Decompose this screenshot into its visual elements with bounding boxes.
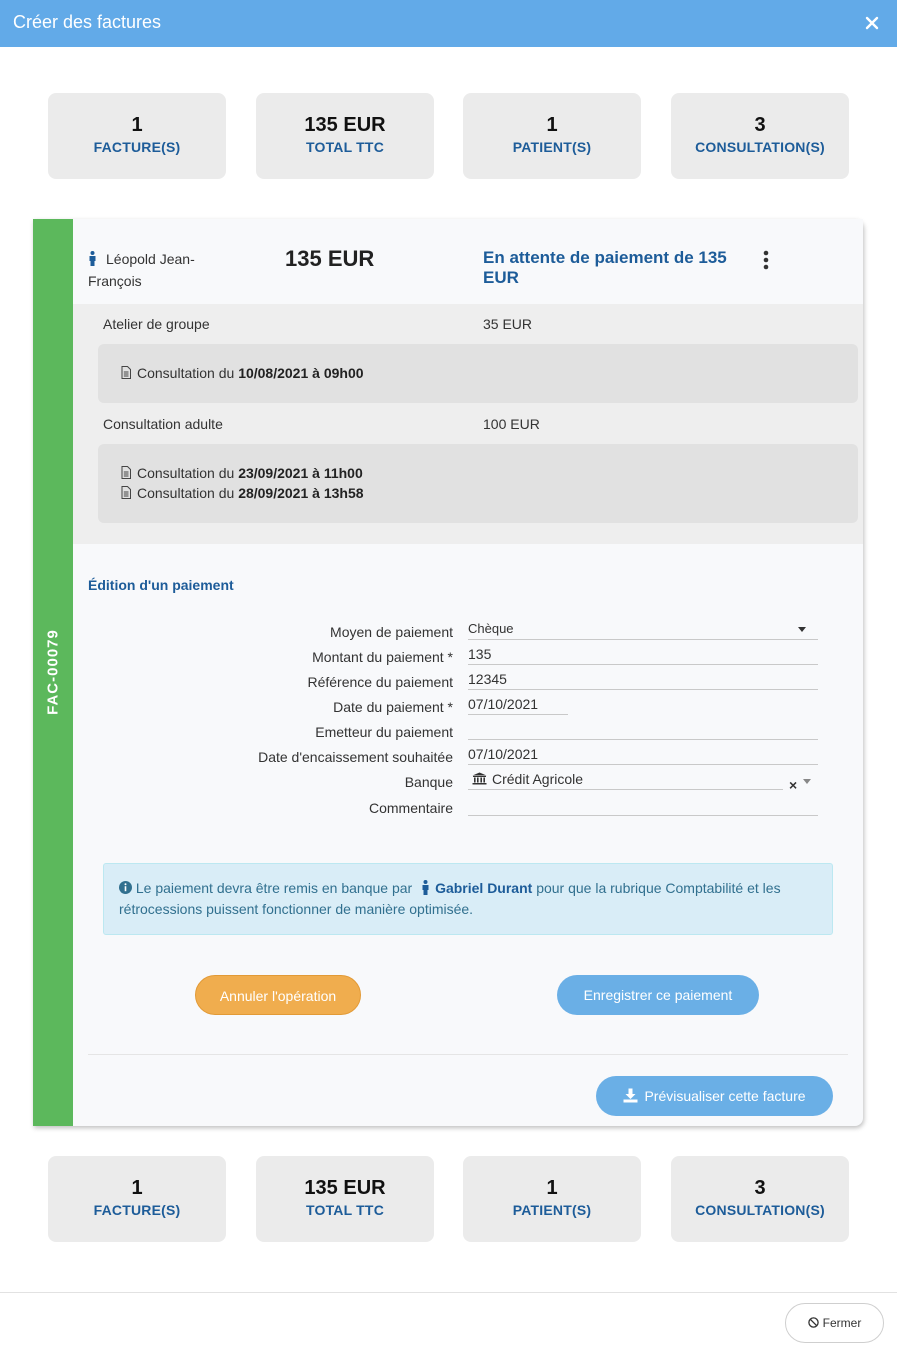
preview-label: Prévisualiser cette facture — [644, 1088, 806, 1104]
more-options-icon[interactable] — [759, 249, 773, 271]
stat-consultations — [671, 1156, 849, 1242]
stat-patients — [463, 1156, 641, 1242]
bank-value: Crédit Agricole — [492, 771, 584, 787]
modal-header — [0, 0, 897, 47]
stat-value: 1 — [131, 114, 143, 136]
person-icon — [88, 251, 98, 271]
payment-reference-label: Référence du paiement — [307, 674, 453, 690]
invoice-header — [73, 219, 863, 304]
payment-reference-input[interactable]: 12345 — [468, 668, 818, 690]
stat-label: PATIENT(S) — [512, 1202, 592, 1218]
stat-total — [256, 93, 434, 179]
document-icon — [121, 466, 131, 479]
info-text-after: pour que la rubrique Comptabilité et les rétrocessions puissent fonctionner de manière optimisée. — [119, 880, 781, 917]
invoice-code: FAC-00079 — [44, 629, 62, 715]
stat-value: 1 — [546, 1177, 558, 1199]
close-icon[interactable] — [859, 10, 885, 36]
payment-issuer-input[interactable] — [468, 718, 818, 740]
invoice-card — [33, 219, 863, 1126]
stat-value: 1 — [546, 114, 558, 136]
invoice-lines — [73, 304, 863, 544]
consultation-date: 28/09/2021 à 13h58 — [238, 485, 364, 501]
stat-invoices — [48, 93, 226, 179]
patient-name[interactable] — [88, 249, 228, 291]
consultation-prefix: Consultation du — [137, 465, 235, 481]
document-icon — [121, 486, 131, 499]
clear-icon[interactable]: × — [789, 777, 798, 793]
divider — [88, 1054, 848, 1055]
footer-divider — [0, 1292, 897, 1293]
payment-method-label: Moyen de paiement — [330, 624, 453, 640]
cashing-date-input[interactable]: 07/10/2021 — [468, 743, 818, 765]
payment-amount-input[interactable]: 135 — [468, 643, 818, 665]
stat-consultations — [671, 93, 849, 179]
consultation-item[interactable] — [121, 485, 364, 501]
info-alert — [103, 863, 833, 935]
consultation-item[interactable] — [121, 365, 364, 381]
invoice-status: En attente de paiement de 135 EUR — [483, 248, 727, 287]
line-name: Consultation adulte — [103, 416, 223, 432]
stat-value: 1 — [131, 1177, 143, 1199]
comment-label: Commentaire — [368, 800, 453, 816]
stat-label: TOTAL TTC — [305, 139, 384, 155]
ban-icon — [808, 1317, 819, 1328]
save-payment-button[interactable]: Enregistrer ce paiement — [557, 975, 759, 1015]
info-icon — [119, 881, 132, 894]
person-icon — [421, 880, 430, 895]
stat-label: FACTURE(S) — [93, 1202, 181, 1218]
consultation-date: 23/09/2021 à 11h00 — [238, 465, 363, 481]
payment-amount-label: Montant du paiement * — [312, 649, 453, 665]
stats-summary-top — [48, 93, 848, 179]
comment-input[interactable] — [468, 794, 818, 816]
line-name: Atelier de groupe — [103, 316, 210, 332]
cashing-date-label: Date d'encaissement souhaitée — [258, 749, 453, 765]
stats-summary-bottom — [48, 1156, 848, 1242]
payment-issuer-label: Emetteur du paiement — [315, 724, 453, 740]
chevron-down-icon — [798, 627, 806, 632]
stat-label: CONSULTATION(S) — [695, 139, 825, 155]
consultations-box — [98, 444, 858, 523]
stat-label: TOTAL TTC — [305, 1202, 384, 1218]
preview-invoice-button[interactable] — [596, 1076, 833, 1116]
payment-method-value: Chèque — [468, 621, 514, 636]
modal-title: Créer des factures — [13, 12, 162, 32]
stat-label: FACTURE(S) — [93, 139, 181, 155]
info-person[interactable]: Gabriel Durant — [435, 880, 533, 896]
bank-label: Banque — [404, 774, 453, 790]
line-price: 100 EUR — [483, 416, 540, 432]
bank-icon — [472, 772, 487, 785]
stat-value: 135 EUR — [304, 1177, 386, 1199]
info-text-before: Le paiement devra être remis en banque par — [135, 880, 413, 896]
invoice-amount: 135 EUR — [285, 246, 375, 271]
consultation-item[interactable] — [121, 465, 363, 481]
close-label: Fermer — [822, 1316, 862, 1330]
invoice-sidebar — [33, 219, 73, 1126]
stat-value: 135 EUR — [304, 114, 386, 136]
payment-edit-title: Édition d'un paiement — [88, 577, 234, 593]
payment-date-input[interactable]: 07/10/2021 — [468, 693, 568, 715]
download-icon — [623, 1088, 638, 1103]
stat-invoices — [48, 1156, 226, 1242]
stat-label: CONSULTATION(S) — [695, 1202, 825, 1218]
stat-patients — [463, 93, 641, 179]
stat-total — [256, 1156, 434, 1242]
patient-name-text: Léopold Jean-François — [88, 251, 195, 289]
cancel-button[interactable]: Annuler l'opération — [195, 975, 361, 1015]
stat-value: 3 — [754, 114, 766, 136]
bank-select[interactable] — [468, 768, 783, 790]
close-button[interactable] — [785, 1303, 884, 1343]
line-price: 35 EUR — [483, 316, 533, 332]
stat-value: 3 — [754, 1177, 766, 1199]
chevron-down-icon[interactable] — [803, 779, 811, 784]
consultations-box — [98, 344, 858, 403]
stat-label: PATIENT(S) — [512, 139, 592, 155]
consultation-prefix: Consultation du — [137, 485, 235, 501]
consultation-prefix: Consultation du — [137, 365, 235, 381]
consultation-date: 10/08/2021 à 09h00 — [238, 365, 364, 381]
payment-method-select[interactable] — [468, 618, 818, 640]
document-icon — [121, 366, 131, 379]
payment-date-label: Date du paiement * — [333, 699, 453, 715]
